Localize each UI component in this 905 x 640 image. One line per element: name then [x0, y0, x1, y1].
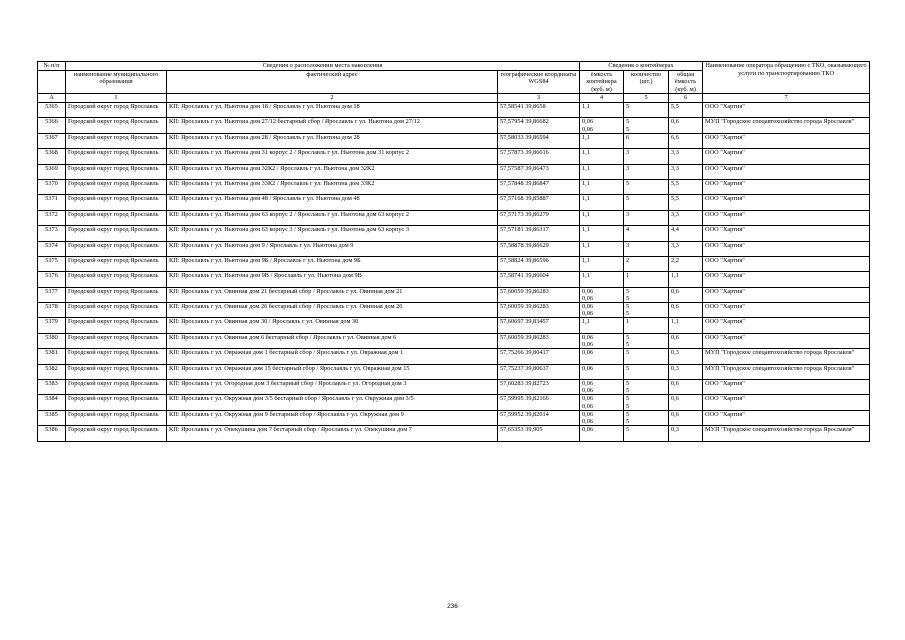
total-capacity-cell: 0,6 — [669, 395, 703, 410]
operator-cell: ООО "Хартия" — [703, 102, 870, 117]
count-value-2: 5 — [626, 387, 630, 395]
count-cell — [624, 287, 669, 302]
total-capacity-cell: 0,6 — [669, 333, 703, 348]
row-number: 5385 — [38, 410, 66, 425]
count-cell — [624, 226, 669, 241]
row-number: 5383 — [38, 380, 66, 395]
capacity-cell — [580, 256, 624, 271]
operator-cell: ООО "Хартия" — [703, 133, 870, 148]
header-row-1 — [38, 62, 870, 71]
row-number: 5381 — [38, 349, 66, 364]
capacity-value: 1,1 — [582, 241, 590, 249]
col-label-5: 5 — [624, 94, 669, 103]
page-number: 236 — [447, 603, 458, 610]
table-row — [38, 333, 870, 348]
total-capacity-cell: 5,5 — [669, 102, 703, 117]
address-cell: КП: Ярославль г ул. Ньютона дом 32К2 / Ярославль г ул. Ньютона дом 32К2 — [167, 164, 498, 179]
coordinates-cell: 57,58033 39,86594 — [498, 133, 580, 148]
capacity-value: 1,1 — [582, 318, 590, 326]
address-cell: КП: Ярославль г ул. Ньютона дом 27/12 бестарный сбор / Ярославль г ул. Ньютона дом 27/12 — [167, 118, 498, 133]
coordinates-cell: 57,60059 39,86283 — [498, 303, 580, 318]
count-cell — [624, 241, 669, 256]
capacity-value: 0,06 — [582, 287, 594, 295]
table-row — [38, 195, 870, 210]
capacity-value-2: 0,06 — [582, 402, 594, 410]
table-row — [38, 303, 870, 318]
municipality-cell: Городской округ город Ярославль — [66, 272, 167, 287]
header-capacity: ёмкость контейнера (куб. м) — [580, 70, 624, 94]
capacity-cell — [580, 272, 624, 287]
coordinates-cell: 57,59952 39,82014 — [498, 410, 580, 425]
row-number: 5379 — [38, 318, 66, 333]
operator-cell: МУП "Городское спецавтохозяйство города Ярославля" — [703, 118, 870, 133]
coordinates-cell: 57,60697 39,83457 — [498, 318, 580, 333]
count-value: 4 — [626, 226, 630, 234]
count-value: 3 — [626, 149, 630, 157]
header-location: Сведения о расположении места накопления — [66, 62, 580, 71]
count-value-2: 5 — [626, 402, 630, 410]
coordinates-cell: 57,60059 39,86283 — [498, 333, 580, 348]
table-row — [38, 149, 870, 164]
count-value-2: 5 — [626, 294, 630, 302]
capacity-cell — [580, 164, 624, 179]
total-capacity-cell: 1,1 — [669, 272, 703, 287]
count-cell — [624, 164, 669, 179]
total-capacity-cell: 1,1 — [669, 318, 703, 333]
coordinates-cell: 57,57587 39,86473 — [498, 164, 580, 179]
count-value: 3 — [626, 210, 630, 218]
capacity-value: 1,1 — [582, 256, 590, 264]
count-value: 3 — [626, 164, 630, 172]
count-cell — [624, 133, 669, 148]
row-number: 5376 — [38, 272, 66, 287]
municipality-cell: Городской округ город Ярославль — [66, 349, 167, 364]
capacity-cell — [580, 149, 624, 164]
table-row — [38, 118, 870, 133]
count-cell — [624, 426, 669, 441]
coordinates-cell: 57,58741 39,86604 — [498, 272, 580, 287]
capacity-cell — [580, 303, 624, 318]
table-row — [38, 102, 870, 117]
operator-cell: ООО "Хартия" — [703, 287, 870, 302]
total-capacity-cell: 3,3 — [669, 241, 703, 256]
row-number: 5366 — [38, 118, 66, 133]
operator-cell: ООО "Хартия" — [703, 164, 870, 179]
municipality-cell: Городской округ город Ярославль — [66, 241, 167, 256]
total-capacity-cell: 3,3 — [669, 164, 703, 179]
count-value: 5 — [626, 349, 630, 357]
capacity-cell — [580, 179, 624, 194]
total-capacity-cell: 0,6 — [669, 410, 703, 425]
coordinates-cell: 57,59995 39,82166 — [498, 395, 580, 410]
municipality-cell: Городской округ город Ярославль — [66, 426, 167, 441]
count-cell — [624, 410, 669, 425]
row-number: 5367 — [38, 133, 66, 148]
municipality-cell: Городской округ город Ярославль — [66, 226, 167, 241]
capacity-value-2: 0,06 — [582, 294, 594, 302]
operator-cell: ООО "Хартия" — [703, 226, 870, 241]
address-cell: КП: Ярославль г ул. Опекушина дом 7 бестарный сбор / Ярославль г ул. Опекушина дом 7 — [167, 426, 498, 441]
count-cell — [624, 179, 669, 194]
count-cell — [624, 333, 669, 348]
row-number: 5370 — [38, 179, 66, 194]
operator-cell: МУП "Городское спецавтохозяйство города Ярославля" — [703, 364, 870, 379]
coordinates-cell: 57,58878 39,86629 — [498, 241, 580, 256]
count-value: 5 — [626, 380, 630, 388]
operator-cell: ООО "Хартия" — [703, 303, 870, 318]
operator-cell: МУП "Городское спецавтохозяйство города Ярославля" — [703, 426, 870, 441]
table-row — [38, 226, 870, 241]
capacity-cell — [580, 426, 624, 441]
header-count: количество (шт.) — [624, 70, 669, 94]
capacity-value: 1,1 — [582, 226, 590, 234]
capacity-cell — [580, 210, 624, 225]
address-cell: КП: Ярославль г ул. Окружная дом 3/5 бестарный сбор / Ярославль г ул. Окружная дом 3/5 — [167, 395, 498, 410]
operator-cell: ООО "Хартия" — [703, 179, 870, 194]
capacity-value: 1,1 — [582, 164, 590, 172]
count-value: 5 — [626, 333, 630, 341]
capacity-cell — [580, 333, 624, 348]
capacity-value: 0,06 — [582, 410, 594, 418]
row-number: 5377 — [38, 287, 66, 302]
count-value: 5 — [626, 118, 630, 126]
header-address: фактический адрес — [167, 70, 498, 94]
count-value: 5 — [626, 179, 630, 187]
table-row — [38, 395, 870, 410]
coordinates-cell: 57,57848 39,86847 — [498, 179, 580, 194]
table-row — [38, 426, 870, 441]
municipality-cell: Городской округ город Ярославль — [66, 287, 167, 302]
total-capacity-cell: 3,3 — [669, 210, 703, 225]
table-row — [38, 133, 870, 148]
coordinates-cell: 57,57954 39,86682 — [498, 118, 580, 133]
count-value-2: 5 — [626, 341, 630, 349]
count-cell — [624, 303, 669, 318]
row-number: 5369 — [38, 164, 66, 179]
address-cell: КП: Ярославль г ул. Ньютона дом 63 корпус 2 / Ярославль г ул. Ньютона дом 63 корпус 2 — [167, 210, 498, 225]
row-number: 5382 — [38, 364, 66, 379]
municipality-cell: Городской округ город Ярославль — [66, 256, 167, 271]
count-cell — [624, 256, 669, 271]
row-number: 5378 — [38, 303, 66, 318]
count-cell — [624, 318, 669, 333]
capacity-value: 1,1 — [582, 195, 590, 203]
address-cell: КП: Ярославль г ул. Окружная дом 9 бестарный сбор / Ярославль г ул. Окружная дом 9 — [167, 410, 498, 425]
address-cell: КП: Ярославль г ул. Огородная дом 3 бестарный сбор / Ярославль г ул. Огородная дом 3 — [167, 380, 498, 395]
coordinates-cell: 57,75237 39,80637 — [498, 364, 580, 379]
capacity-value-2: 0,06 — [582, 310, 594, 318]
capacity-cell — [580, 395, 624, 410]
address-cell: КП: Ярославль г ул. Овражная дом 1 бестарный сбор / Ярославль г ул. Овражная дом 1 — [167, 349, 498, 364]
count-value: 1 — [626, 272, 630, 280]
count-cell — [624, 195, 669, 210]
capacity-value: 0,06 — [582, 380, 594, 388]
table-row — [38, 287, 870, 302]
table-row — [38, 179, 870, 194]
address-cell: КП: Ярославль г ул. Ньютона дом 9Б / Ярославль г ул. Ньютона дом 9Б — [167, 256, 498, 271]
operator-cell: ООО "Хартия" — [703, 318, 870, 333]
table-row — [38, 318, 870, 333]
count-value: 3 — [626, 241, 630, 249]
total-capacity-cell: 0,3 — [669, 426, 703, 441]
capacity-value: 0,06 — [582, 118, 594, 126]
header-num-empty — [38, 70, 66, 94]
total-capacity-cell: 6,6 — [669, 133, 703, 148]
municipality-cell: Городской округ город Ярославль — [66, 179, 167, 194]
municipality-cell: Городской округ город Ярославль — [66, 102, 167, 117]
municipality-cell: Городской округ город Ярославль — [66, 210, 167, 225]
table-body — [38, 62, 870, 442]
document-page — [37, 61, 869, 442]
coordinates-cell: 57,65353 39,905 — [498, 426, 580, 441]
municipality-cell: Городской округ город Ярославль — [66, 333, 167, 348]
col-label-3: 3 — [498, 94, 580, 103]
total-capacity-cell: 0,6 — [669, 118, 703, 133]
capacity-value-2: 0,06 — [582, 387, 594, 395]
count-value: 6 — [626, 133, 630, 141]
coordinates-cell: 57,57173 39,86279 — [498, 210, 580, 225]
municipality-cell: Городской округ город Ярославль — [66, 118, 167, 133]
registry-table — [37, 61, 870, 442]
capacity-value-2: 0,06 — [582, 341, 594, 349]
capacity-cell — [580, 410, 624, 425]
coordinates-cell: 57,57873 39,86616 — [498, 149, 580, 164]
capacity-cell — [580, 195, 624, 210]
capacity-value: 1,1 — [582, 210, 590, 218]
header-containers: Сведения о контейнерах — [580, 62, 703, 71]
count-cell — [624, 210, 669, 225]
row-number: 5380 — [38, 333, 66, 348]
capacity-value-2: 0,06 — [582, 125, 594, 133]
capacity-cell — [580, 118, 624, 133]
col-label-4: 4 — [580, 94, 624, 103]
municipality-cell: Городской округ город Ярославль — [66, 303, 167, 318]
table-row — [38, 349, 870, 364]
address-cell: КП: Ярославль г ул. Овинная дом 21 бестарный сбор / Ярославль г ул. Овинная дом 21 — [167, 287, 498, 302]
operator-cell: ООО "Хартия" — [703, 149, 870, 164]
operator-cell: ООО "Хартия" — [703, 256, 870, 271]
capacity-value: 0,06 — [582, 333, 594, 341]
total-capacity-cell: 2,2 — [669, 256, 703, 271]
operator-cell: ООО "Хартия" — [703, 333, 870, 348]
capacity-value: 1,1 — [582, 149, 590, 157]
total-capacity-cell: 5,5 — [669, 179, 703, 194]
header-municipality: наименование муниципального образования — [66, 70, 167, 94]
header-num: № п/п — [38, 62, 66, 71]
operator-cell: ООО "Хартия" — [703, 272, 870, 287]
capacity-cell — [580, 102, 624, 117]
municipality-cell: Городской округ город Ярославль — [66, 364, 167, 379]
operator-cell: МУП "Городское спецавтохозяйство города Ярославля" — [703, 349, 870, 364]
capacity-value: 0,06 — [582, 349, 594, 357]
capacity-value: 0,06 — [582, 395, 594, 403]
header-operator: Наименование оператора обращению с ТКО, оказывающего услуги по транспортированию ТКО — [703, 62, 870, 94]
capacity-cell — [580, 226, 624, 241]
count-value: 5 — [626, 287, 630, 295]
column-index-row — [38, 94, 870, 103]
address-cell: КП: Ярославль г ул. Овинная дом 26 бестарный сбор / Ярославль г ул. Овинная дом 26 — [167, 303, 498, 318]
coordinates-cell: 57,60283 39,82723 — [498, 380, 580, 395]
capacity-value: 1,1 — [582, 179, 590, 187]
table-row — [38, 164, 870, 179]
col-label-a: А — [38, 94, 66, 103]
row-number: 5374 — [38, 241, 66, 256]
count-value: 5 — [626, 303, 630, 311]
address-cell: КП: Ярославль г ул. Ньютона дом 63 корпус 3 / Ярославль г ул. Ньютона дом 63 корпус 3 — [167, 226, 498, 241]
operator-cell: ООО "Хартия" — [703, 241, 870, 256]
total-capacity-cell: 0,6 — [669, 380, 703, 395]
col-label-7: 7 — [703, 94, 870, 103]
capacity-value: 1,1 — [582, 133, 590, 141]
row-number: 5371 — [38, 195, 66, 210]
total-capacity-cell: 0,3 — [669, 349, 703, 364]
count-value: 5 — [626, 410, 630, 418]
count-value: 5 — [626, 364, 630, 372]
row-number: 5372 — [38, 210, 66, 225]
capacity-cell — [580, 364, 624, 379]
count-value-2: 5 — [626, 310, 630, 318]
operator-cell: ООО "Хартия" — [703, 195, 870, 210]
count-value-2: 5 — [626, 418, 630, 426]
header-total: общая ёмкость (куб. м) — [669, 70, 703, 94]
municipality-cell: Городской округ город Ярославль — [66, 395, 167, 410]
header-coords: географические координаты WGS84 — [498, 70, 580, 94]
address-cell: КП: Ярославль г ул. Ньютона дом 18 / Ярославль г ул. Ньютона дом 18 — [167, 102, 498, 117]
count-cell — [624, 118, 669, 133]
table-row — [38, 256, 870, 271]
municipality-cell: Городской округ город Ярославль — [66, 133, 167, 148]
row-number: 5368 — [38, 149, 66, 164]
total-capacity-cell: 0,6 — [669, 287, 703, 302]
count-cell — [624, 102, 669, 117]
address-cell: КП: Ярославль г ул. Овинная дом 6 бестарный сбор / Ярославль г ул. Овинная дом 6 — [167, 333, 498, 348]
row-number: 5384 — [38, 395, 66, 410]
row-number: 5386 — [38, 426, 66, 441]
capacity-cell — [580, 380, 624, 395]
total-capacity-cell: 3,3 — [669, 149, 703, 164]
count-value: 5 — [626, 426, 630, 434]
address-cell: КП: Ярославль г ул. Ньютона дом 33К2 / Ярославль г ул. Ньютона дом 33К2 — [167, 179, 498, 194]
count-value: 5 — [626, 195, 630, 203]
coordinates-cell: 57,58824 39,86596 — [498, 256, 580, 271]
row-number: 5373 — [38, 226, 66, 241]
address-cell: КП: Ярославль г ул. Ньютона дом 28 / Ярославль г ул. Ньютона дом 28 — [167, 133, 498, 148]
count-cell — [624, 395, 669, 410]
row-number: 5365 — [38, 102, 66, 117]
table-row — [38, 241, 870, 256]
municipality-cell: Городской округ город Ярославль — [66, 164, 167, 179]
total-capacity-cell: 0,6 — [669, 303, 703, 318]
total-capacity-cell: 5,5 — [669, 195, 703, 210]
address-cell: КП: Ярославль г ул. Ньютона дом 31 корпус 2 / Ярославль г ул. Ньютона дом 31 корпус 2 — [167, 149, 498, 164]
capacity-cell — [580, 318, 624, 333]
coordinates-cell: 57,75266 39,80417 — [498, 349, 580, 364]
table-row — [38, 410, 870, 425]
municipality-cell: Городской округ город Ярославль — [66, 195, 167, 210]
coordinates-cell: 57,57181 39,86317 — [498, 226, 580, 241]
coordinates-cell: 57,57168 39,85887 — [498, 195, 580, 210]
capacity-value: 0,06 — [582, 426, 594, 434]
table-row — [38, 364, 870, 379]
address-cell: КП: Ярославль г ул. Овинная дом 30 / Ярославль г ул. Овинная дом 30 — [167, 318, 498, 333]
total-capacity-cell: 0,3 — [669, 364, 703, 379]
operator-cell: ООО "Хартия" — [703, 380, 870, 395]
address-cell: КП: Ярославль г ул. Овражная дом 15 бестарный сбор / Ярославль г ул. Овражная дом 15 — [167, 364, 498, 379]
address-cell: КП: Ярославль г ул. Ньютона дом 9В / Ярославль г ул. Ньютона дом 9В — [167, 272, 498, 287]
address-cell: КП: Ярославль г ул. Ньютона дом 48 / Ярославль г ул. Ньютона дом 48 — [167, 195, 498, 210]
col-label-1: 1 — [66, 94, 167, 103]
capacity-value: 1,1 — [582, 102, 590, 110]
capacity-value: 1,1 — [582, 272, 590, 280]
count-value: 2 — [626, 256, 630, 264]
municipality-cell: Городской округ город Ярославль — [66, 410, 167, 425]
capacity-cell — [580, 241, 624, 256]
operator-cell: ООО "Хартия" — [703, 395, 870, 410]
capacity-cell — [580, 287, 624, 302]
capacity-value-2: 0,06 — [582, 418, 594, 426]
count-value-2: 5 — [626, 125, 630, 133]
capacity-value: 0,06 — [582, 303, 594, 311]
count-cell — [624, 380, 669, 395]
col-label-6: 6 — [669, 94, 703, 103]
total-capacity-cell: 4,4 — [669, 226, 703, 241]
table-row — [38, 272, 870, 287]
municipality-cell: Городской округ город Ярославль — [66, 149, 167, 164]
col-label-2: 2 — [167, 94, 498, 103]
address-cell: КП: Ярославль г ул. Ньютона дом 9 / Ярославль г ул. Ньютона дом 9 — [167, 241, 498, 256]
coordinates-cell: 57,60059 39,86283 — [498, 287, 580, 302]
capacity-cell — [580, 133, 624, 148]
count-cell — [624, 149, 669, 164]
coordinates-cell: 57,58541 39,8658 — [498, 102, 580, 117]
capacity-value: 0,06 — [582, 364, 594, 372]
operator-cell: ООО "Хартия" — [703, 210, 870, 225]
count-cell — [624, 349, 669, 364]
count-cell — [624, 364, 669, 379]
table-row — [38, 380, 870, 395]
capacity-cell — [580, 349, 624, 364]
municipality-cell: Городской округ город Ярославль — [66, 380, 167, 395]
municipality-cell: Городской округ город Ярославль — [66, 318, 167, 333]
table-row — [38, 210, 870, 225]
operator-cell: ООО "Хартия" — [703, 410, 870, 425]
count-value: 5 — [626, 395, 630, 403]
row-number: 5375 — [38, 256, 66, 271]
count-value: 5 — [626, 102, 630, 110]
count-value: 1 — [626, 318, 630, 326]
count-cell — [624, 272, 669, 287]
